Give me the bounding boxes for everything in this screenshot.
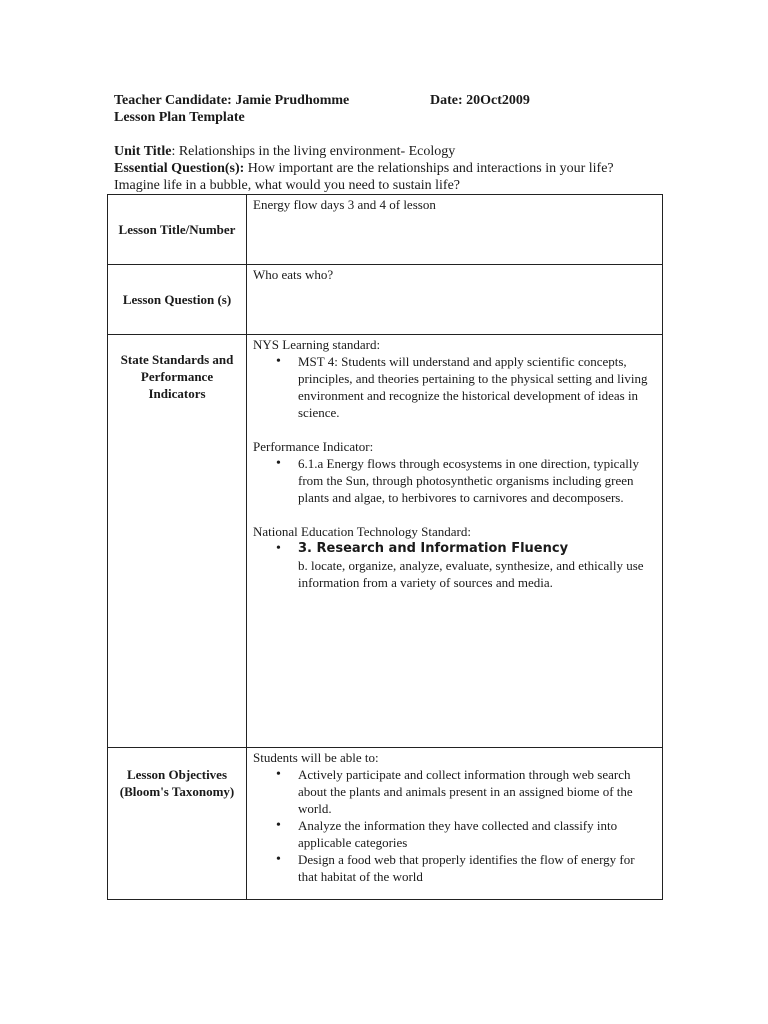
nys-standard-list xyxy=(253,353,656,421)
essential-question-continued: Imagine life in a bubble, what would you need to sustain life? xyxy=(114,178,461,193)
row-label-standards: State Standards and Performance Indicators xyxy=(108,335,247,748)
nets-bullet-text: b. locate, organize, analyze, evaluate, synthesize, and ethically use information from a variety of sources and media. xyxy=(298,558,644,590)
list-item: • Design a food web that properly identifies the flow of energy for that habitat of the world xyxy=(298,851,656,885)
nets-heading: National Education Technology Standard: xyxy=(253,524,471,539)
nys-standard-heading: NYS Learning standard: xyxy=(253,337,381,352)
nets-bullet-title: • 3. Research and Information Fluency xyxy=(298,541,569,556)
performance-indicator-heading: Performance Indicator: xyxy=(253,439,374,454)
teacher-label: Teacher Candidate: xyxy=(114,93,232,108)
lesson-title-text: Energy flow days 3 and 4 of lesson xyxy=(253,197,436,212)
row-label-objectives xyxy=(108,748,247,900)
performance-indicator-list xyxy=(253,455,656,506)
teacher-line xyxy=(114,92,349,109)
lesson-plan-table xyxy=(107,194,663,900)
blooms-label: (Bloom's Taxonomy) xyxy=(119,784,235,799)
doc-title: Lesson Plan Template xyxy=(114,110,245,125)
objectives-intro: Students will be able to: xyxy=(253,750,379,765)
teacher-name: Jamie Prudhomme xyxy=(235,93,350,108)
objectives-label: Lesson Objectives xyxy=(126,767,228,782)
table-row xyxy=(108,748,663,900)
unit-title-value: : Relationships in the living environment- Ecology xyxy=(171,144,456,159)
unit-title-label: Unit Title xyxy=(114,144,172,159)
essential-question-label: Essential Question(s): xyxy=(114,161,245,176)
list-item: • Analyze the information they have collected and classify into applicable categories xyxy=(298,817,656,851)
row-content-objectives xyxy=(247,748,663,900)
date-line xyxy=(430,92,530,109)
row-content-lesson-question xyxy=(247,265,663,335)
table-row xyxy=(108,335,663,748)
list-item: • 6.1.a Energy flows through ecosystems in one direction, typically from the Sun, through photosynthetic organisms including green plants and algae, to herbivores to carnivores and decomposers. xyxy=(298,455,656,506)
list-item: • Actively participate and collect information through web search about the plants and animals present in an assigned biome of the world. xyxy=(298,766,656,817)
list-item: • MST 4: Students will understand and apply scientific concepts, principles, and theories pertaining to the physical setting and living environment and recognize the historical development of ideas in science. xyxy=(298,353,656,421)
essential-question-value: How important are the relationships and interactions in your life? xyxy=(244,161,614,176)
nets-list xyxy=(253,540,656,591)
row-label-lesson-question: Lesson Question (s) xyxy=(108,265,247,335)
essential-question-line xyxy=(114,160,614,177)
row-content-standards xyxy=(247,335,663,748)
objectives-list xyxy=(253,766,656,885)
date-label: Date: xyxy=(430,93,463,108)
row-label-lesson-title: Lesson Title/Number xyxy=(108,195,247,265)
row-content-lesson-title xyxy=(247,195,663,265)
table-row xyxy=(108,195,663,265)
table-row xyxy=(108,265,663,335)
date-value: 20Oct2009 xyxy=(466,93,530,108)
lesson-question-text: Who eats who? xyxy=(253,267,334,282)
unit-title-line xyxy=(114,143,455,160)
list-item xyxy=(298,540,656,591)
